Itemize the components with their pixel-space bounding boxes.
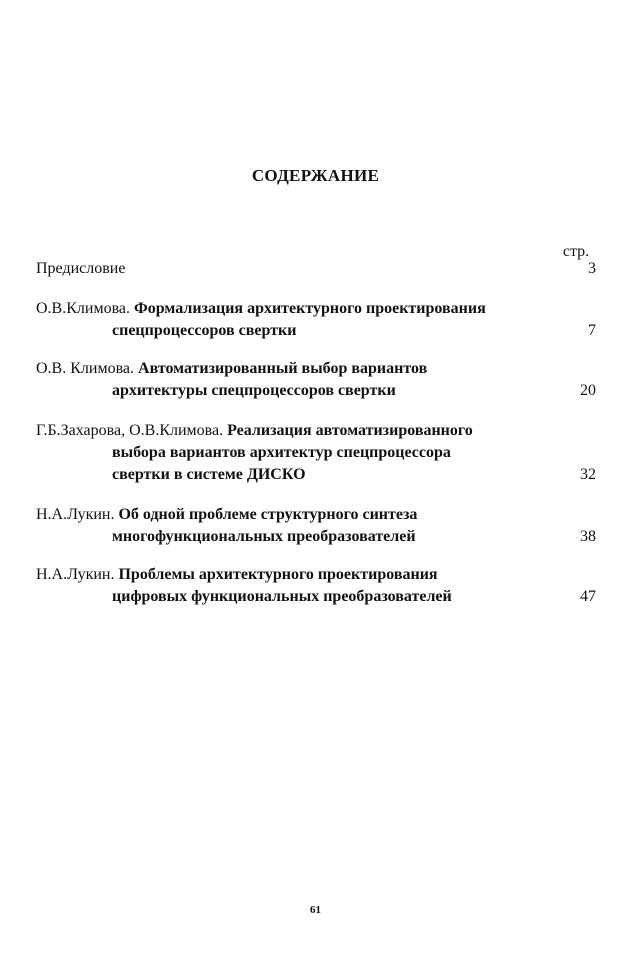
- toc-entry-authors: О.В. Климова.: [36, 360, 135, 377]
- toc-entry-page: 32: [580, 466, 596, 483]
- toc-entry-page: 3: [588, 260, 596, 277]
- toc-entry-title: Об одной проблеме структурного синтеза: [118, 506, 418, 523]
- toc-entry: [36, 420, 596, 486]
- toc-entry-page: 47: [580, 588, 596, 605]
- toc-entry: [36, 564, 596, 608]
- toc-entry-title: Проблемы архитектурного проектирования: [118, 566, 438, 583]
- toc-entry-page: 38: [580, 528, 596, 545]
- toc-entry-title-cont: спецпроцессоров свертки: [112, 322, 297, 339]
- toc-entry: [36, 358, 596, 402]
- toc-entry-page: 20: [580, 382, 596, 399]
- footer-page-number: 61: [310, 904, 321, 916]
- page-title: СОДЕРЖАНИЕ: [251, 166, 380, 185]
- toc-entry-title-cont: цифровых функциональных преобразователей: [112, 588, 452, 605]
- toc-entry-title-cont: свертки в системе ДИСКО: [112, 466, 306, 483]
- toc-entry-title-cont: выбора вариантов архитектур спецпроцессора: [112, 444, 451, 461]
- toc-entry: [36, 504, 596, 548]
- toc-entry-page: 7: [588, 322, 596, 339]
- toc-entry-title: Автоматизированный выбор вариантов: [138, 360, 428, 377]
- toc-entry-title-cont: архитектуры спецпроцессоров свертки: [112, 382, 396, 399]
- toc-entry-title: Реализация автоматизированного: [227, 422, 473, 439]
- toc-entry-authors: О.В.Климова.: [36, 300, 131, 317]
- pages-column-label: стр.: [562, 243, 590, 260]
- toc-entry-authors: Н.А.Лукин.: [36, 566, 115, 583]
- toc-entry-authors: Предисловие: [36, 260, 126, 277]
- toc-entry-authors: Г.Б.Захарова, О.В.Климова.: [36, 422, 224, 439]
- toc-entry-preface: [36, 258, 596, 280]
- toc-entry-authors: Н.А.Лукин.: [36, 506, 115, 523]
- toc-entry-title: Формализация архитектурного проектирования: [134, 300, 486, 317]
- toc-entry-title-cont: многофункциональных преобразователей: [112, 528, 416, 545]
- toc-entry: [36, 298, 596, 342]
